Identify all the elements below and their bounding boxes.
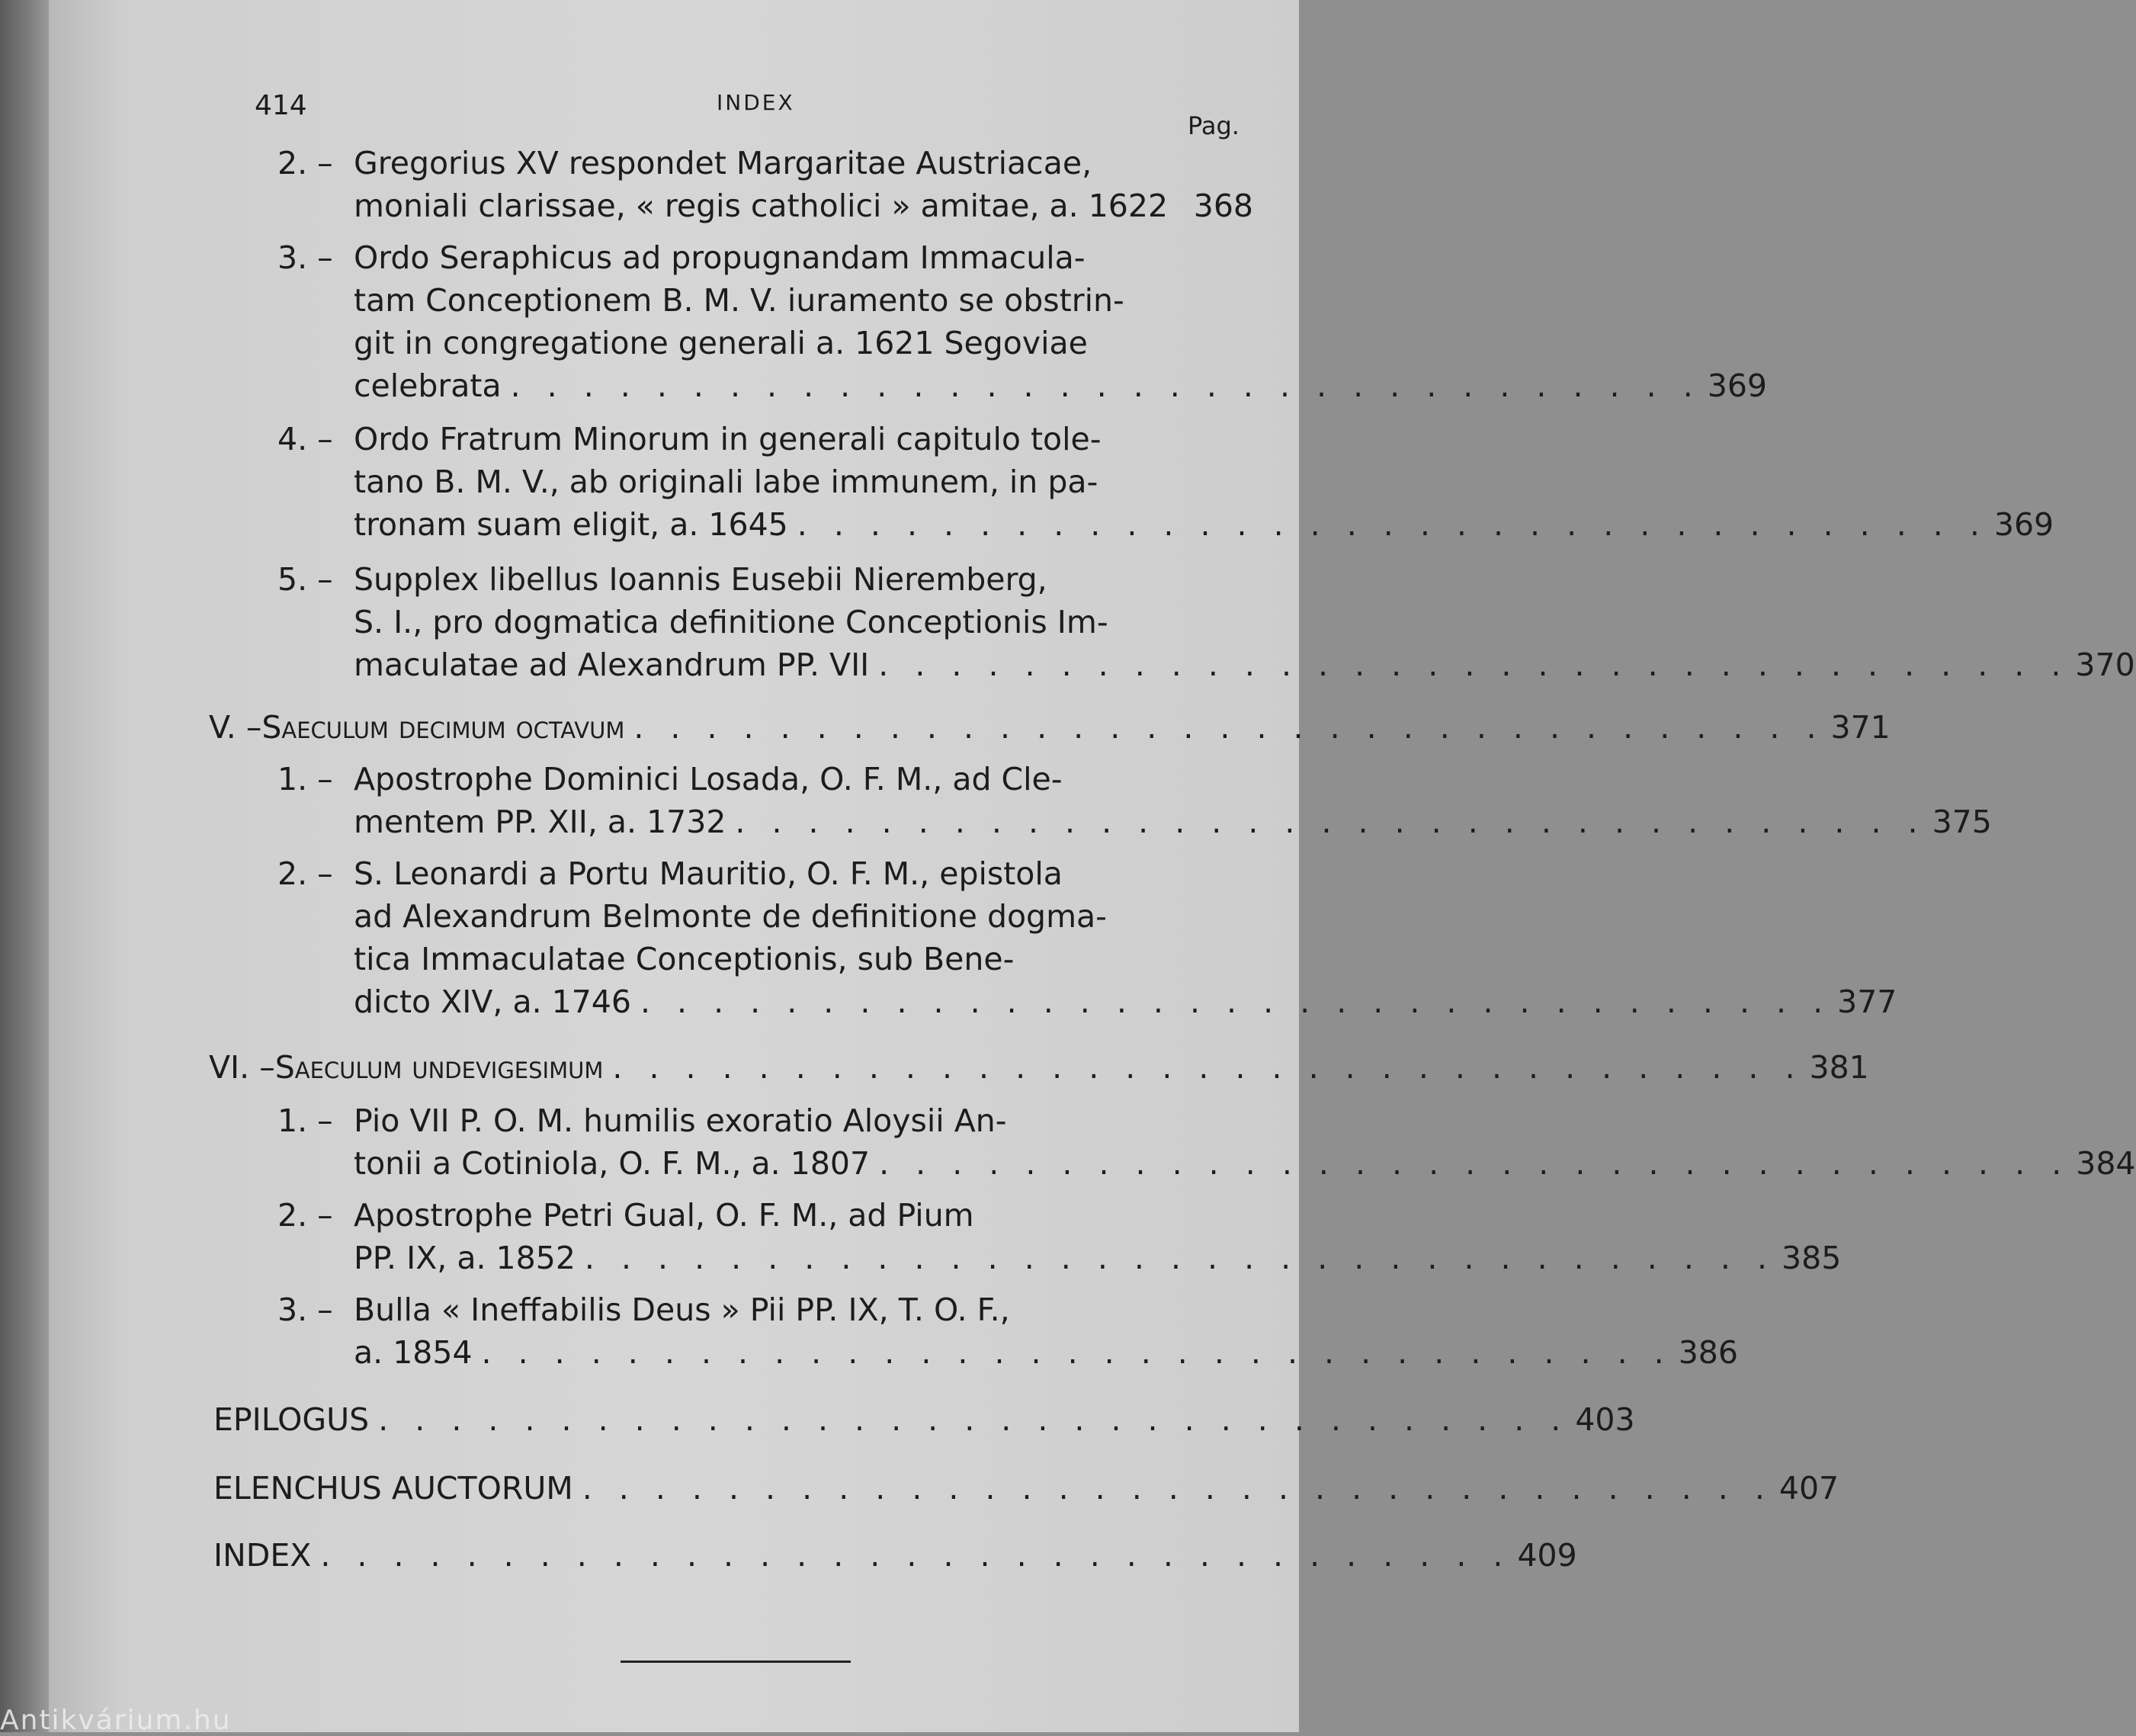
index-entry-epilogus — [213, 1398, 1635, 1441]
index-entry — [277, 758, 1992, 843]
entry-number: 2. – — [277, 855, 333, 892]
leader-dots: . . . . . . . . . . . . . . . . . . . . . . . . . . . . . . . . . — [582, 1470, 1773, 1507]
closing-rule — [621, 1661, 851, 1663]
leader-dots: . . . . . . . . . . . . . . . . . . . . . . . . . . . . . . . . . — [633, 709, 1825, 746]
book-binding-edge — [0, 0, 49, 1732]
leader-dots: . . . . . . . . . . . . . . . . . . . . . . . . . . . . . . . . . — [640, 984, 1832, 1020]
entry-page: 385 — [1782, 1240, 1842, 1276]
entry-text: Supplex libellus Ioannis Eusebii Nieremberg, — [354, 561, 1047, 598]
index-entry-index — [213, 1534, 1577, 1577]
entry-page: 375 — [1932, 804, 1992, 840]
section-number: V. – — [209, 709, 262, 746]
entry-text: tronam suam eligit, a. 1645 — [354, 506, 788, 543]
entry-page: 386 — [1678, 1334, 1738, 1371]
entry-number: 2. – — [277, 145, 333, 181]
entry-text: tam Conceptionem B. M. V. iuramento se obstrin- — [354, 282, 1124, 319]
leader-dots: . . . . . . . . . . . . . . . . . . . . . . . . . . . . . . . . . — [320, 1537, 1512, 1574]
entry-text: maculatae ad Alexandrum PP. VII — [354, 647, 870, 683]
entry-text: tonii a Cotiniola, O. F. M., a. 1807 — [354, 1145, 871, 1182]
watermark-text: Antikvárium.hu — [0, 1705, 232, 1736]
entry-text: PP. IX, a. 1852 — [354, 1240, 576, 1276]
entry-text: Gregorius XV respondet Margaritae Austriacae, — [354, 145, 1092, 181]
entry-page: 371 — [1830, 709, 1891, 746]
entry-text: S. Leonardi a Portu Mauritio, O. F. M., epistola — [354, 855, 1063, 892]
leader-dots: . . . . . . . . . . . . . . . . . . . . . . . . . . . . . . . . . — [797, 506, 1988, 543]
leader-dots: . . . . . . . . . . . . . . . . . . . . . . . . . . . . . . . . . — [878, 647, 2070, 683]
entry-page: 370 — [2075, 647, 2135, 683]
entry-number: 5. – — [277, 561, 333, 598]
index-page — [49, 0, 2136, 1732]
leader-dots: . . . . . . . . . . . . . . . . . . . . . . . . . . . . . . . . . — [612, 1049, 1804, 1086]
entry-page: 384 — [2076, 1145, 2136, 1182]
index-entry-elenchus — [213, 1467, 1839, 1510]
section-number: VI. – — [209, 1049, 275, 1086]
entry-text: git in congregatione generali a. 1621 Segoviae — [354, 325, 1088, 361]
running-title: INDEX — [717, 90, 795, 115]
entry-text: a. 1854 — [354, 1334, 473, 1371]
page-number: 414 — [255, 90, 307, 121]
entry-number: 1. – — [277, 1102, 333, 1139]
entry-text: Apostrophe Petri Gual, O. F. M., ad Pium — [354, 1197, 974, 1234]
entry-number: 1. – — [277, 761, 333, 797]
index-entry — [277, 852, 1897, 1023]
entry-text: dicto XIV, a. 1746 — [354, 984, 631, 1020]
entry-text: Apostrophe Dominici Losada, O. F. M., ad Cle- — [354, 761, 1063, 797]
section-title: Saeculum decimum octavum — [261, 709, 625, 746]
index-entry — [277, 142, 1253, 227]
entry-text: Bulla « Ineffabilis Deus » Pii PP. IX, T. O. F., — [354, 1292, 1010, 1328]
pag-column-label: Pag. — [1188, 111, 1240, 140]
entry-text: S. I., pro dogmatica definitione Conceptionis Im- — [354, 604, 1108, 640]
leader-dots: . . . . . . . . . . . . . . . . . . . . . . . . . . . . . . . . . — [584, 1240, 1776, 1276]
entry-page: 369 — [1993, 506, 2054, 543]
entry-text: Ordo Seraphicus ad propugnandam Immacula- — [354, 239, 1086, 276]
entry-number: 3. – — [277, 239, 333, 276]
entry-title: INDEX — [213, 1537, 312, 1574]
leader-dots: . . . . . . . . . . . . . . . . . . . . . . . . . . . . . . . . . — [879, 1145, 2070, 1182]
entry-text: tano B. M. V., ab originali labe immunem, in pa- — [354, 464, 1098, 500]
entry-text: tica Immaculatae Conceptionis, sub Bene- — [354, 941, 1015, 977]
index-entry — [277, 418, 2054, 546]
section-title: Saeculum undevigesimum — [274, 1049, 604, 1086]
index-entry — [277, 1194, 1842, 1279]
section-heading — [209, 706, 1891, 749]
entry-text: moniali clarissae, « regis catholici » amitae, a. 1622 — [354, 188, 1169, 224]
index-entry — [277, 236, 1767, 407]
entry-page: 368 — [1193, 188, 1253, 224]
leader-dots: . . . . . . . . . . . . . . . . . . . . . . . . . . . . . . . . . — [735, 804, 1926, 840]
entry-page: 407 — [1778, 1470, 1839, 1507]
entry-text: celebrata — [354, 367, 502, 404]
entry-text: mentem PP. XII, a. 1732 — [354, 804, 726, 840]
entry-number: 4. – — [277, 421, 333, 457]
entry-text: Pio VII P. O. M. humilis exoratio Aloysii An- — [354, 1102, 1007, 1139]
entry-page: 377 — [1837, 984, 1897, 1020]
entry-page: 381 — [1809, 1049, 1869, 1086]
entry-title: EPILOGUS — [213, 1401, 370, 1438]
entry-page: 403 — [1575, 1401, 1635, 1438]
section-heading — [209, 1046, 1869, 1089]
entry-page: 409 — [1517, 1537, 1577, 1574]
index-entry — [277, 558, 2135, 686]
entry-number: 2. – — [277, 1197, 333, 1234]
entry-number: 3. – — [277, 1292, 333, 1328]
entry-title: ELENCHUS AUCTORUM — [213, 1470, 573, 1507]
index-entry — [277, 1099, 2136, 1185]
leader-dots: . . . . . . . . . . . . . . . . . . . . . . . . . . . . . . . . . — [378, 1401, 1570, 1438]
entry-text: Ordo Fratrum Minorum in generali capitulo tole- — [354, 421, 1102, 457]
entry-page: 369 — [1707, 367, 1767, 404]
leader-dots: . . . . . . . . . . . . . . . . . . . . . . . . . . . . . . . . . — [510, 367, 1701, 404]
index-entry — [277, 1288, 1738, 1374]
leader-dots: . . . . . . . . . . . . . . . . . . . . . . . . . . . . . . . . . — [481, 1334, 1673, 1371]
entry-text: ad Alexandrum Belmonte de definitione dogma- — [354, 898, 1107, 935]
